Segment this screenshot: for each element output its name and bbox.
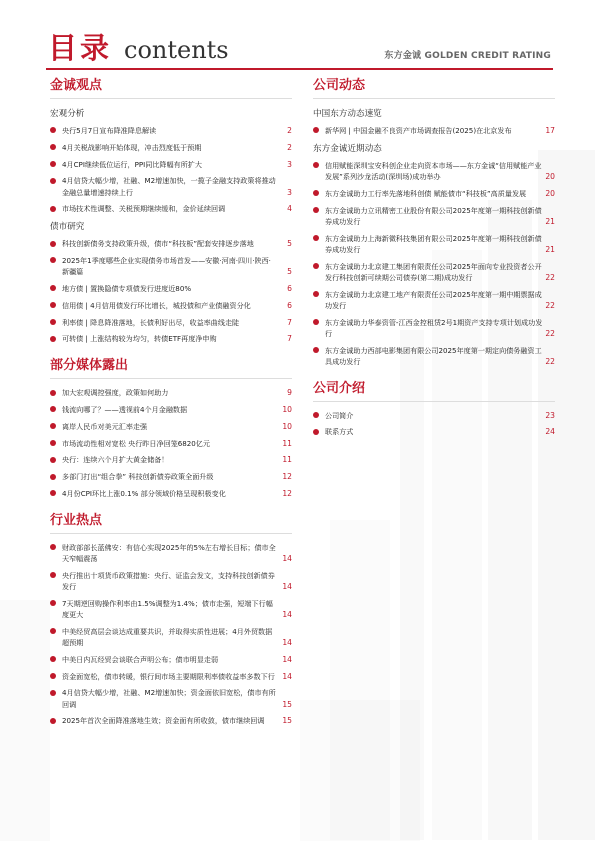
toc-entry[interactable]	[50, 687, 292, 709]
toc-entry[interactable]	[313, 345, 555, 367]
section-title: 部分媒体露出	[50, 358, 129, 374]
toc-entry[interactable]	[50, 542, 292, 564]
bullet-icon	[50, 178, 56, 184]
toc-entry-text: 市场技术性调整、关税预期继续缓和，金价延续回调	[62, 204, 226, 214]
toc-entry-text: 东方金诚助力立讯精密工业股份有限公司2025年度第一期科技创新债券成功发行	[325, 205, 542, 226]
toc-entry-text: 央行5月7日宣布降准降息解读	[62, 126, 157, 135]
toc-page-number: 7	[287, 317, 292, 327]
toc-entry[interactable]	[50, 159, 292, 170]
toc-page-number: 5	[287, 267, 292, 277]
toc-page-number: 11	[282, 438, 292, 448]
bullet-icon	[50, 302, 56, 308]
bullet-icon	[50, 718, 56, 724]
toc-entry[interactable]	[50, 333, 292, 344]
toc-entry[interactable]	[313, 317, 555, 339]
toc-entry[interactable]	[50, 471, 292, 482]
toc-entry-text: 东方金诚助力北京建工地产有限责任公司2025年度第一期中期票据成功发行	[325, 289, 542, 310]
toc-entry[interactable]	[50, 387, 292, 398]
toc-entry-text: 中美日内瓦经贸会谈联合声明公布；债市明显走弱	[62, 654, 219, 664]
toc-entry-text: 新华网 | 中国金融不良资产市场调查报告(2025)在北京发布	[325, 126, 512, 135]
toc-entry-text: 财政部部长蓝佛安：有信心实现2025年的5%左右增长目标；债市全天窄幅震荡	[62, 542, 276, 563]
toc-entry[interactable]	[313, 261, 555, 283]
bullet-icon	[50, 406, 56, 412]
toc-entry-text: 信用赋能深圳宝安科创企业走向资本市场——东方金诚“信用赋能产业发展”系列沙龙活动(深圳场)成功举办	[325, 160, 542, 181]
toc-page-number: 6	[287, 300, 292, 310]
bullet-icon	[50, 161, 56, 167]
bullet-icon	[50, 319, 56, 325]
bullet-icon	[313, 190, 319, 196]
bullet-icon	[50, 544, 56, 550]
toc-entry-text: 联系方式	[325, 427, 354, 437]
toc-entry[interactable]	[50, 488, 292, 499]
toc-entry-text: 加大宏观调控强度，政策如何助力	[62, 388, 169, 398]
toc-entry[interactable]	[50, 283, 292, 294]
toc-entry[interactable]	[50, 203, 292, 214]
toc-entry[interactable]	[50, 454, 292, 465]
toc-entry[interactable]	[50, 598, 292, 620]
subsection-title: 东方金诚近期动态	[313, 143, 382, 154]
toc-entry-text: 央行：连续六个月扩大黄金储备！	[62, 455, 169, 465]
bullet-icon	[50, 440, 56, 446]
toc-entry[interactable]	[50, 300, 292, 311]
bullet-icon	[50, 572, 56, 578]
brand-text: 东方金诚 GOLDEN CREDIT RATING	[384, 51, 551, 61]
title-en: contents	[124, 36, 229, 64]
toc-entry-text: 东方金诚助力西部电影集团有限公司2025年度第一期定向债务融资工具成功发行	[325, 345, 542, 366]
toc-page-number: 11	[282, 455, 292, 465]
toc-entry-text: 钱流向哪了？——透视前4个月金融数据	[62, 404, 188, 414]
toc-entry-text: 科技创新债务支持政策升级，债市“科技板”配套安排逐步落地	[62, 239, 254, 249]
toc-entry[interactable]	[50, 238, 292, 249]
toc-entry-text: 2025年1季度哪些企业实现债务市场首发——安徽·河南·四川·陕西·新疆篇	[62, 255, 271, 277]
toc-entry[interactable]	[50, 125, 292, 136]
toc-entry-text: 央行推出十项货币政策措施：央行、证监会发文，支持科技创新债券发行	[62, 570, 275, 591]
toc-page-number: 14	[282, 637, 292, 647]
toc-entry[interactable]	[50, 715, 292, 726]
bullet-icon	[50, 628, 56, 634]
section-divider	[50, 98, 292, 99]
bullet-icon	[50, 390, 56, 396]
bullet-icon	[50, 600, 56, 606]
toc-page-number: 21	[545, 244, 555, 254]
toc-page-number: 3	[287, 159, 292, 169]
bullet-icon	[50, 474, 56, 480]
toc-entry[interactable]	[313, 125, 555, 136]
toc-entry-text: 东方金诚助力上海新微科技集团有限公司2025年度第一期科技创新债券成功发行	[325, 233, 542, 254]
toc-entry[interactable]	[313, 188, 555, 199]
toc-page-number: 5	[287, 239, 292, 249]
toc-entry-text: 2025年首次全面降准落地生效；资金面有所收敛，债市继续回调	[62, 716, 265, 726]
toc-page-number: 17	[545, 126, 555, 135]
bullet-icon	[50, 144, 56, 150]
section-divider	[313, 401, 555, 402]
toc-entry[interactable]	[313, 233, 555, 255]
toc-page-number: 10	[282, 404, 292, 414]
section-title: 公司动态	[313, 78, 366, 93]
bullet-icon	[50, 656, 56, 662]
toc-entry[interactable]	[313, 289, 555, 311]
toc-entry[interactable]	[50, 404, 292, 415]
toc-entry[interactable]	[313, 205, 555, 227]
toc-entry[interactable]	[50, 654, 292, 665]
toc-entry[interactable]	[50, 317, 292, 328]
page-header	[48, 30, 553, 66]
toc-entry-text: 东方金诚助力工行率先落地科创债 赋能债市“科技板”高质量发展	[325, 188, 527, 198]
toc-page-number: 20	[545, 188, 555, 198]
toc-page-number: 10	[282, 421, 292, 431]
toc-entry[interactable]	[50, 671, 292, 682]
toc-page-number: 6	[287, 283, 292, 293]
toc-page-number: 14	[282, 581, 292, 591]
subsection-title: 债市研究	[50, 222, 85, 233]
bullet-icon	[313, 319, 319, 325]
toc-entry-text: 利率债 | 降息降准落地，长债利好出尽，收益率曲线走陡	[62, 317, 240, 327]
toc-entry[interactable]	[313, 410, 555, 421]
toc-page-number: 2	[287, 126, 292, 135]
toc-page-number: 2	[287, 142, 292, 152]
section-title: 公司介绍	[313, 380, 366, 396]
toc-page-number: 22	[545, 300, 555, 310]
subsection-title: 中国东方动态速览	[313, 109, 382, 119]
toc-left-column	[50, 76, 292, 732]
bullet-icon	[313, 412, 319, 418]
toc-entry-text: 多部门打出“组合拳” 科技创新债券政策全面升级	[62, 472, 214, 482]
toc-entry[interactable]	[50, 255, 292, 277]
section-divider	[313, 98, 555, 99]
bullet-icon	[50, 673, 56, 679]
toc-page-number: 20	[545, 172, 555, 181]
bullet-icon	[313, 127, 319, 133]
toc-page-number: 22	[545, 328, 555, 338]
bullet-icon	[313, 162, 319, 168]
toc-entry-text: 4月份CPI环比上涨0.1% 部分领域价格呈现积极变化	[62, 488, 226, 498]
toc-entry-text: 4月CPI继续低位运行，PPI同比降幅有所扩大	[62, 159, 202, 169]
subsection-title: 宏观分析	[50, 109, 85, 119]
bullet-icon	[313, 347, 319, 353]
section-title: 金诚观点	[50, 78, 103, 93]
section-divider	[50, 378, 292, 379]
toc-page-number: 23	[545, 410, 555, 420]
toc-page-number: 12	[282, 488, 292, 498]
toc-entry-text: 7天期逆回购操作利率由1.5%调整为1.4%；债市走强，短端下行幅度更大	[62, 598, 273, 619]
toc-entry-text: 公司简介	[325, 410, 354, 420]
section-divider	[50, 533, 292, 534]
bullet-icon	[50, 457, 56, 463]
toc-page-number: 7	[287, 334, 292, 344]
toc-entry-text: 4月信贷大幅少增，社融、M2增速加快；资金面依旧宽松，债市有所回调	[62, 688, 276, 709]
toc-page-number: 21	[545, 216, 555, 226]
bullet-icon	[50, 257, 56, 263]
toc-page-number: 14	[282, 654, 292, 664]
bullet-icon	[313, 291, 319, 297]
toc-page-number: 14	[282, 671, 292, 681]
bullet-icon	[50, 423, 56, 429]
bullet-icon	[50, 490, 56, 496]
toc-entry[interactable]	[50, 142, 292, 153]
toc-page-number: 14	[282, 553, 292, 563]
bullet-icon	[50, 241, 56, 247]
toc-right-column	[313, 76, 555, 443]
toc-entry[interactable]	[50, 438, 292, 449]
toc-page-number: 22	[545, 356, 555, 366]
toc-entry[interactable]	[50, 570, 292, 592]
toc-entry-text: 中美经贸高层会谈达成重要共识，并取得实质性进展；4月外贸数据超预期	[62, 626, 273, 647]
toc-page-number: 22	[545, 272, 555, 282]
toc-entry[interactable]	[313, 426, 555, 437]
bullet-icon	[313, 235, 319, 241]
title-cn: 目录	[48, 31, 113, 65]
toc-page-number: 14	[282, 609, 292, 619]
toc-page-number: 9	[287, 388, 292, 398]
toc-entry-text: 4月关税战影响开始体现，冲击烈度低于预期	[62, 142, 202, 152]
toc-page-number: 3	[287, 187, 292, 197]
toc-entry-text: 东方金诚助力华泰资管-江西金控租赁2号1期资产支持专项计划成功发行	[325, 317, 543, 338]
toc-entry[interactable]	[313, 160, 555, 182]
bullet-icon	[50, 690, 56, 696]
bullet-icon	[313, 207, 319, 213]
toc-entry-text: 离岸人民币对美元汇率走强	[62, 421, 148, 431]
toc-entry[interactable]	[50, 421, 292, 432]
toc-page-number: 15	[282, 716, 292, 726]
toc-page-number: 4	[287, 204, 292, 214]
toc-entry[interactable]	[50, 626, 292, 648]
toc-entry-text: 东方金诚助力北京建工集团有限责任公司2025年面向专业投资者公开发行科技创新可续期公司债券(第二期)成功发行	[325, 261, 542, 282]
bullet-icon	[313, 263, 319, 269]
bullet-icon	[50, 285, 56, 291]
header-rule	[46, 68, 553, 70]
toc-entry-text: 市场流动性相对宽松 央行昨日净回笼6820亿元	[62, 438, 210, 448]
bullet-icon	[50, 206, 56, 212]
bullet-icon	[313, 429, 319, 435]
toc-entry[interactable]	[50, 175, 292, 197]
toc-page-number: 15	[282, 699, 292, 709]
bullet-icon	[50, 336, 56, 342]
bullet-icon	[50, 127, 56, 133]
toc-page-number: 12	[282, 472, 292, 482]
section-title: 行业热点	[50, 512, 103, 528]
toc-entry-text: 可转债 | 上涨结构较为均匀，转债ETF再度净申购	[62, 334, 217, 344]
toc-entry-text: 地方债 | 置换隐债专项债发行进度近80%	[62, 283, 192, 293]
toc-entry-text: 资金面宽松，债市转暖，银行间市场主要期限利率债收益率多数下行	[62, 671, 275, 681]
toc-page-number: 24	[545, 427, 555, 437]
toc-entry-text: 信用债 | 4月信用债发行环比增长，城投债和产业债融资分化	[62, 300, 251, 310]
toc-entry-text: 4月信贷大幅少增，社融、M2增速加快，一揽子金融支持政策将推动金融总量增速持续上行	[62, 176, 276, 197]
